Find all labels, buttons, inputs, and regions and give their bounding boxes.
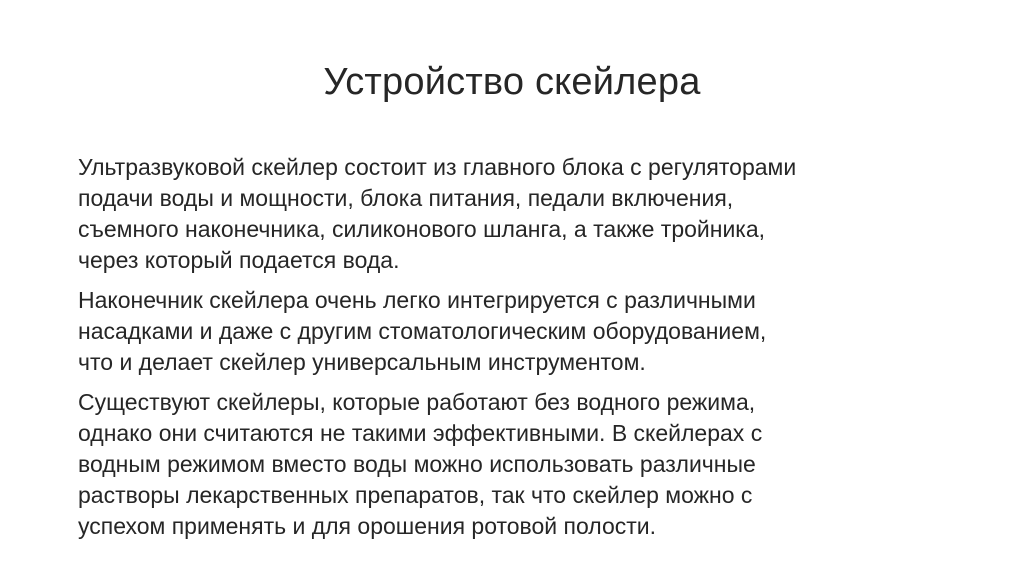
body-paragraph-1: Ультразвуковой скейлер состоит из главного блока с регуляторами подачи воды и мощности, блока питания, педали включения, съемного наконечника, силиконового шланга, а также тройника, через который подается вода. — [78, 154, 797, 273]
slide-title: Устройство скейлера — [323, 61, 701, 103]
slide-body — [78, 152, 958, 551]
body-paragraph-3: Существуют скейлеры, которые работают без водного режима, однако они считаются не такими эффективными. В скейлерах с водным режимом вместо воды можно использовать различные растворы лекарственных препаратов, так что скейлер можно с успехом применять и для орошения ротовой полости. — [78, 389, 763, 539]
body-paragraph-2: Наконечник скейлера очень легко интегрируется с различными насадками и даже с другим стоматологическим оборудованием, что и делает скейлер универсальным инструментом. — [78, 287, 767, 375]
